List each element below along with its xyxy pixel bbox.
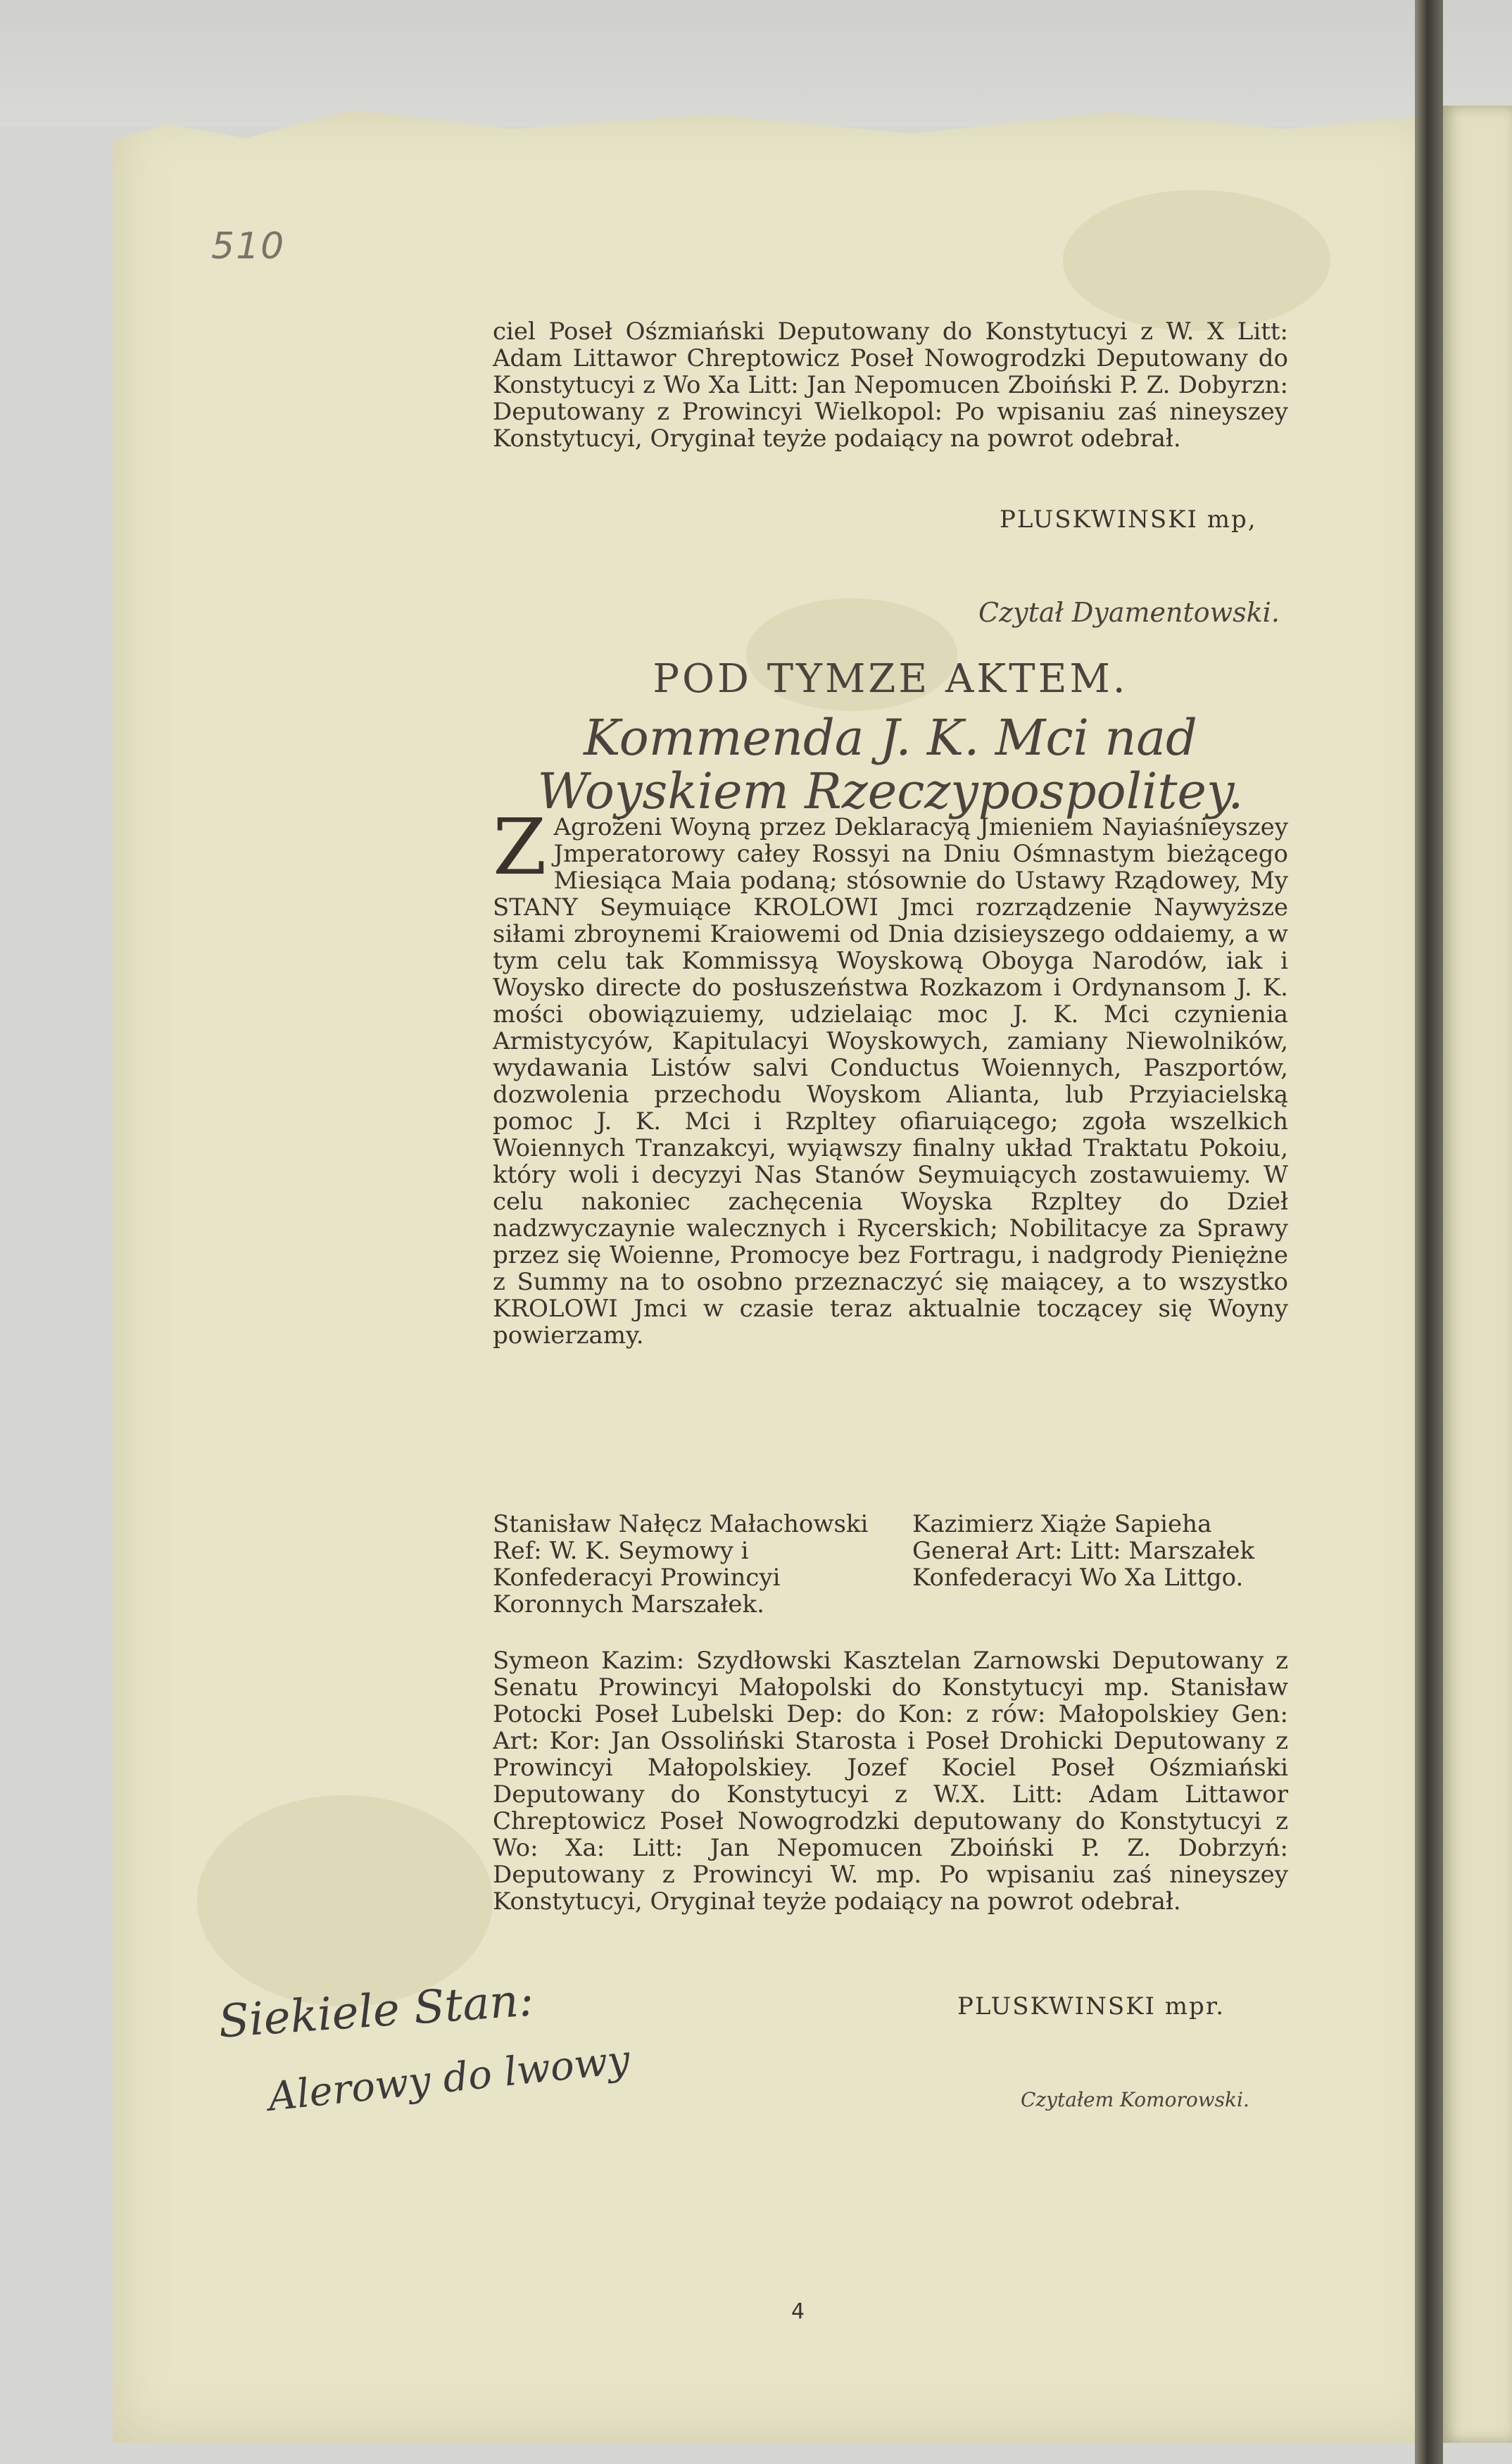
drop-cap: Z xyxy=(493,802,547,892)
deputies-paragraph-text: Symeon Kazim: Szydłowski Kasztelan Zarnowski Deputowany z Senatu Prowincyi Małopolski do Konstytucyi mp. Stanisław Potocki Poseł Lubelski Dep: do Kon: z rów: Małopolskiey Gen: Art: Kor: Jan Ossoliński Starosta i Poseł Drohicki Deputowany z Prowincyi Małopolskiey. Jozef Kociel Poseł Ośzmiański Deputowany do Konstytucyi z W.X. Litt: Adam Littawor Chreptowicz Poseł Nowogrodzki deputowany do Konstytucyi z Wo: Xa: Litt: Jan Nepomucen Zboiński P. Z. Dobrzyń: Deputowany z Prowincyi W. mp. Po wpisaniu zaś nineyszey Konstytucyi, Oryginał teyże podaiący na powrot odebrał. xyxy=(493,1647,1288,1916)
reader-note-2: Czytałem Komorowski. xyxy=(1021,2088,1249,2111)
paper-stain xyxy=(1063,190,1330,331)
scan-background xyxy=(0,0,1512,127)
marshal-left xyxy=(493,1511,873,1618)
marshal-right-text: Kazimierz Xiąże Sapieha Generał Art: Litt: Marszałek Konfederacyi Wo Xa Littgo. xyxy=(912,1510,1255,1592)
marshal-right xyxy=(912,1511,1288,1591)
adjacent-page-edge xyxy=(1443,106,1512,2443)
folio-number: 510 xyxy=(211,225,286,268)
marshal-left-text: Stanisław Nałęcz Małachowski Ref: W. K. Seymowy i Konfederacyi Prowincyi Koronnych Marszałek. xyxy=(493,1510,869,1618)
main-paragraph-text: Agrożeni Woyną przez Deklaracyą Jmieniem Nayiaśnieyszey Jmperatorowy całey Rossyi na Dniu Ośmnastym bieżącego Miesiąca Maia podaną; stósownie do Ustawy Rządowey, My STANY Seymuiące KROLOWI Jmci rozrządzenie Naywyższe siłami zbroynemi Kraiowemi od Dnia dzisieyszego oddaiemy, a w tym celu tak Kommissyą Woyskową Oboyga Narodów, iak i Woysko directe do posłuszeństwa Rozkazom i Ordynansom J. K. mości obowiązuiemy, udzielaiąc moc J. K. Mci czynienia Armistycyów, Kapitulacyi Woyskowych, zamiany Niewolników, wydawania Listów salvi Conductus Woiennych, Paszportów, dozwolenia przechodu Woyskom Alianta, lub Przyiacielską pomoc J. K. Mci i Rzpltey ofiaruiącego; zgoła wszelkich Woiennych Tranzakcyi, wyiąwszy finalny układ Traktatu Pokoiu, który woli i decyzyi Nas Stanów Seymuiących zostawuiemy. W celu nakoniec zachęcenia Woyska Rzpltey do Dzieł nadzwyczaynie walecznych i Rycerskich; Nobilitacye za Sprawy przez się Woienne, Promocye bez Fortragu, i nadgrody Pieniężne z Summy na to osobno przeznaczyć się maiącey, a to wszystko KROLOWI Jmci w czasie teraz aktualnie toczącey się Woyny powierzamy. xyxy=(493,813,1288,1350)
section-subheading: Kommenda J. K. Mci nad Woyskiem Rzeczypospolitey. xyxy=(537,709,1244,820)
main-paragraph xyxy=(493,802,1288,1350)
reader-note-1: Czytał Dyamentowski. xyxy=(978,597,1280,628)
signature-pluskwinski-1: PLUSKWINSKI mp, xyxy=(1000,505,1257,534)
section-heading: POD TYMZE AKTEM. xyxy=(653,656,1128,702)
top-paragraph-text: ciel Poseł Ośzmiański Deputowany do Konstytucyi z W. X Litt: Adam Littawor Chreptowicz Poseł Nowogrodzki Deputowany do Konstytucyi z Wo Xa Litt: Jan Nepomucen Zboiński P. Z. Dobyrzn: Deputowany z Prowincyi Wielkopol: Po wpisaniu zaś nineyszey Konstytucyi, Oryginał teyże podaiący na powrot odebrał. xyxy=(493,318,1288,453)
signature-pluskwinski-2: PLUSKWINSKI mpr. xyxy=(957,1992,1226,2020)
book-gutter xyxy=(1415,0,1443,2464)
deputies-paragraph xyxy=(493,1647,1288,1915)
top-paragraph xyxy=(493,318,1288,452)
handwritten-note-line-2: Alerowy do lwowy xyxy=(266,2037,632,2120)
bottom-mark: 4 xyxy=(791,2299,805,2324)
paper-stain xyxy=(197,1795,493,2006)
handwritten-note-line-1: Siekiele Stan: xyxy=(216,1974,536,2049)
